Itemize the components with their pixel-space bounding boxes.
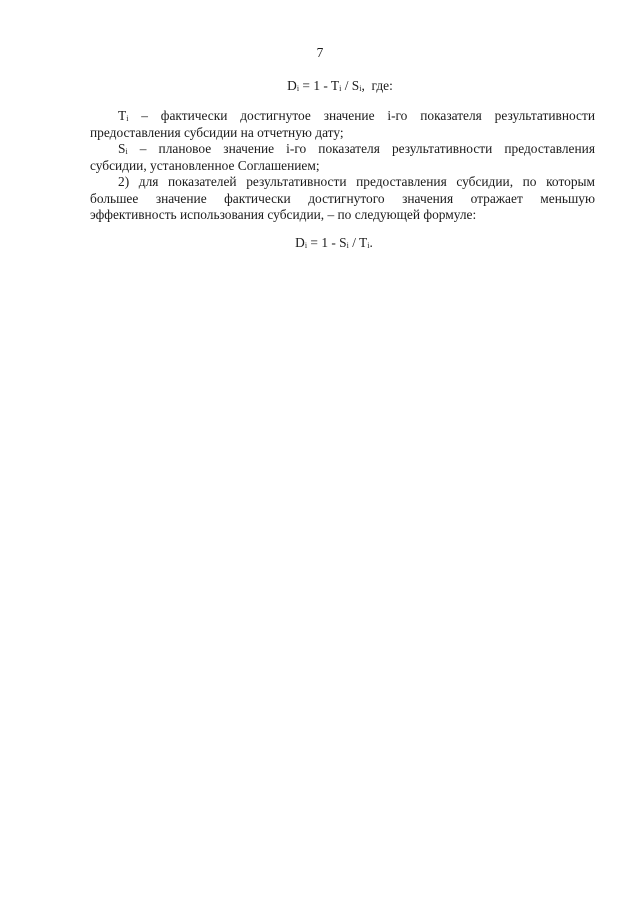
formula-subscript: i [296, 84, 300, 93]
formula-subscript: i [304, 241, 308, 250]
formula-text: / T [348, 235, 368, 250]
formula-text: = 1 - T [299, 78, 340, 93]
definition-text: – плановое значение i-го показателя результативности предоставления [127, 141, 595, 156]
variable-t: T [118, 108, 127, 123]
formula-subscript: i [346, 241, 349, 250]
formula-text: . [369, 235, 373, 250]
formula-text: / S [341, 78, 360, 93]
definition-s [90, 141, 595, 174]
formula-text: D [287, 78, 297, 93]
definition-s-line1 [118, 141, 595, 158]
formula-subscript: i [359, 84, 362, 93]
item-2-line1: 2) для показателей результативности предоставления субсидии, по которым [118, 174, 595, 189]
item-2 [90, 174, 595, 224]
variable-subscript: i [126, 114, 129, 123]
item-2-line3: эффективность использования субсидии, – по следующей формуле: [90, 207, 477, 222]
formula-subscript: i [339, 84, 342, 93]
formula-subscript: i [367, 241, 370, 250]
document-body [90, 108, 595, 224]
formula-inverse [0, 234, 640, 251]
definition-t-line2: предоставления субсидии на отчетную дату; [90, 124, 344, 140]
formula-text: D [295, 235, 305, 250]
formula-text: = 1 - S [307, 235, 347, 250]
variable-s: S [118, 141, 126, 156]
definition-t-line1 [118, 108, 595, 125]
definition-s-line2: субсидии, установленное Соглашением; [90, 157, 320, 173]
definition-t [90, 108, 595, 141]
item-2-line2: большее значение фактически достигнутого значения отражает меньшую [90, 190, 595, 206]
page-number: 7 [316, 45, 324, 60]
definition-text: – фактически достигнутое значение i-го показателя результативности [128, 108, 595, 123]
formula-text: , где: [361, 78, 393, 93]
formula-direct [0, 77, 640, 94]
variable-subscript: i [125, 147, 128, 156]
